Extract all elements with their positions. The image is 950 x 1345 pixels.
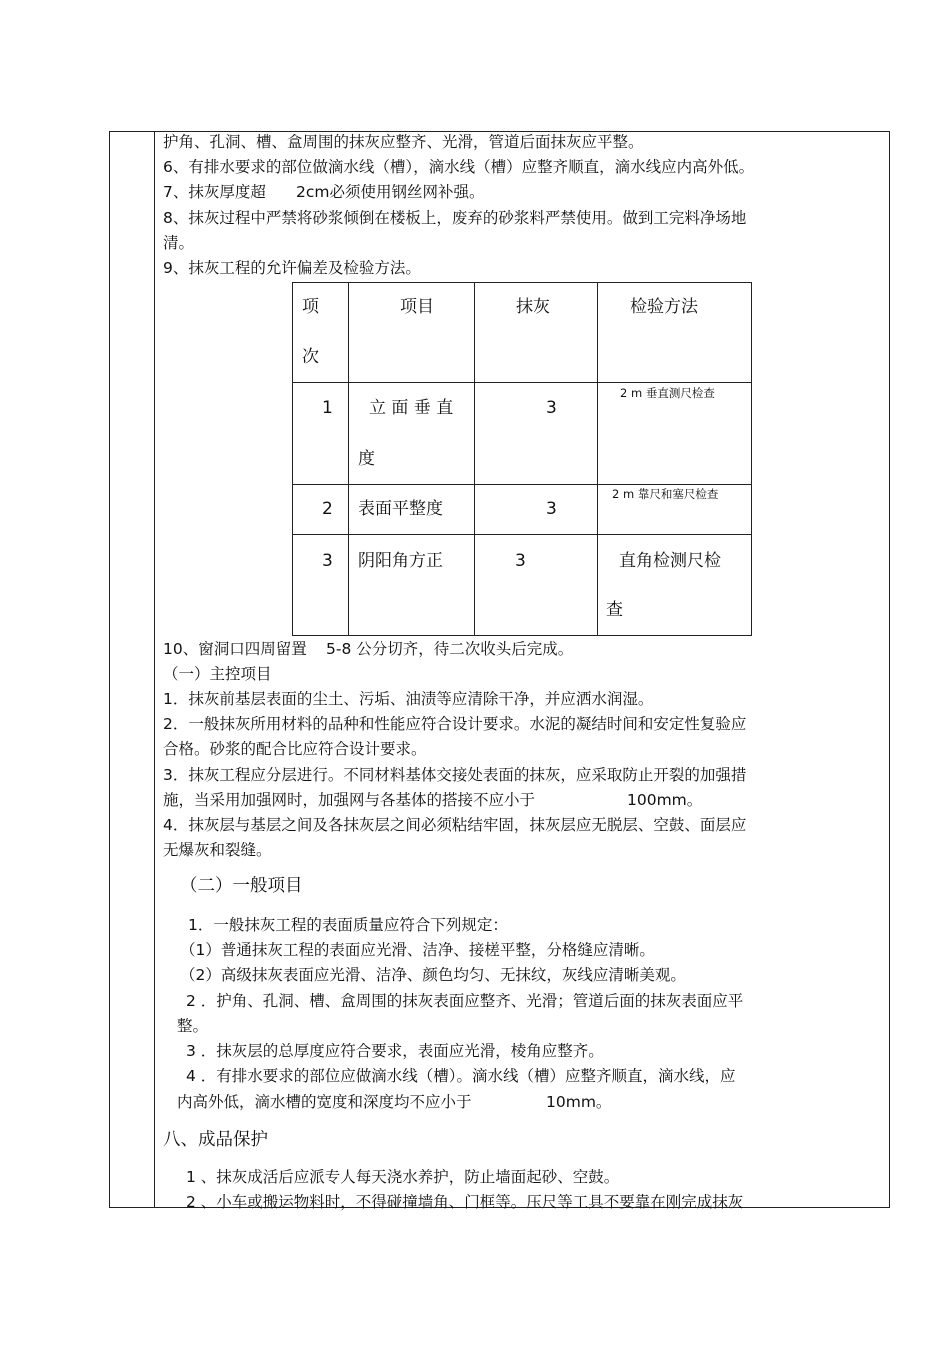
text-line: 2cm必须使用钢丝网补强。: [296, 183, 485, 201]
table-cell: 度: [358, 449, 375, 469]
table-cell: 2 m 垂直测尺检查: [620, 386, 715, 400]
table-header-cell: 项: [302, 297, 319, 317]
text-line: 4 ．有排水要求的部位应做滴水线（槽）。滴水线（槽）应整齐顺直，滴水线，应: [186, 1067, 736, 1085]
table-cell: 3: [515, 551, 526, 571]
text-line: 清。: [163, 234, 195, 252]
text-line: 护角、孔洞、槽、盒周围的抹灰应整齐、光滑，管道后面抹灰应平整。: [163, 133, 644, 151]
text-line: 5-8 公分切齐，待二次收头后完成。: [326, 640, 574, 658]
table-cell: 1: [322, 398, 333, 418]
table-header-cell: 抹灰: [516, 297, 550, 317]
text-line: 8、抹灰过程中严禁将砂浆倾倒在楼板上，废弃的砂浆料严禁使用。做到工完料净场地: [163, 209, 747, 227]
text-line: 无爆灰和裂缝。: [163, 841, 272, 859]
table-cell: 直角检测尺检: [619, 551, 721, 571]
table-divider: [348, 282, 349, 636]
table-divider: [597, 282, 598, 636]
text-line: 1．一般抹灰工程的表面质量应符合下列规定：: [188, 916, 508, 934]
table-cell: 查: [606, 600, 623, 620]
section-title: 八、成品保护: [163, 1130, 268, 1150]
table-cell: 2 m 靠尺和塞尺检查: [612, 487, 719, 501]
text-line: 10、窗洞口四周留置: [163, 640, 307, 658]
text-line: 内高外低，滴水槽的宽度和深度均不应小于: [177, 1093, 472, 1111]
table-divider: [292, 382, 752, 383]
section-title: （一）主控项目: [163, 665, 272, 683]
text-line: 施，当采用加强网时，加强网与各基体的搭接不应小于: [163, 791, 536, 809]
text-line: 7、抹灰厚度超: [163, 183, 266, 201]
table-cell: 3: [546, 499, 557, 519]
table-header-cell: 检验方法: [630, 297, 698, 317]
table-header-cell: 项目: [400, 297, 434, 317]
text-line: 合格。砂浆的配合比应符合设计要求。: [163, 740, 427, 758]
table-divider: [292, 484, 752, 485]
text-line: 2．一般抹灰所用材料的品种和性能应符合设计要求。水泥的凝结时间和安定性复验应: [163, 715, 747, 733]
text-line: （1）普通抹灰工程的表面应光滑、洁净、接槎平整，分格缝应清晰。: [180, 941, 655, 959]
text-line: 3．抹灰工程应分层进行。不同材料基体交接处表面的抹灰，应采取防止开裂的加强措: [163, 766, 747, 784]
text-line: 1．抹灰前基层表面的尘土、污垢、油渍等应清除干净，并应洒水润湿。: [163, 690, 654, 708]
table-header-cell: 次: [302, 347, 319, 367]
table-cell: 3: [322, 551, 333, 571]
table-divider: [474, 282, 475, 636]
text-line: 2 、小车或搬运物料时，不得碰撞墙角、门框等。压尺等工具不要靠在刚完成抹灰: [186, 1193, 744, 1211]
text-line: （2）高级抹灰表面应光滑、洁净、颜色均匀、无抹纹，灰线应清晰美观。: [180, 966, 686, 984]
table-cell: 3: [546, 398, 557, 418]
column-divider: [154, 131, 155, 1208]
text-line: 2 ．护角、孔洞、槽、盒周围的抹灰表面应整齐、光滑；管道后面的抹灰表面应平: [186, 992, 744, 1010]
text-line: 9、抹灰工程的允许偏差及检验方法。: [163, 259, 421, 277]
text-line: 整。: [177, 1017, 209, 1035]
text-line: 100mm。: [627, 791, 703, 809]
text-line: 3 ．抹灰层的总厚度应符合要求，表面应光滑，棱角应整齐。: [186, 1042, 604, 1060]
table-cell: 2: [322, 499, 333, 519]
section-title: （二）一般项目: [180, 876, 303, 896]
text-line: 1 、抹灰成活后应派专人每天浇水养护，防止墙面起砂、空鼓。: [186, 1168, 620, 1186]
text-line: 4．抹灰层与基层之间及各抹灰层之间必须粘结牢固，抹灰层应无脱层、空鼓、面层应: [163, 816, 747, 834]
table-cell: 立 面 垂 直: [369, 398, 454, 418]
text-line: 6、有排水要求的部位做滴水线（槽），滴水线（槽）应整齐顺直，滴水线应内高外低。: [163, 158, 755, 176]
table-cell: 表面平整度: [358, 499, 443, 519]
table-cell: 阴阳角方正: [358, 551, 443, 571]
table-divider: [292, 534, 752, 535]
text-line: 10mm。: [546, 1093, 612, 1111]
